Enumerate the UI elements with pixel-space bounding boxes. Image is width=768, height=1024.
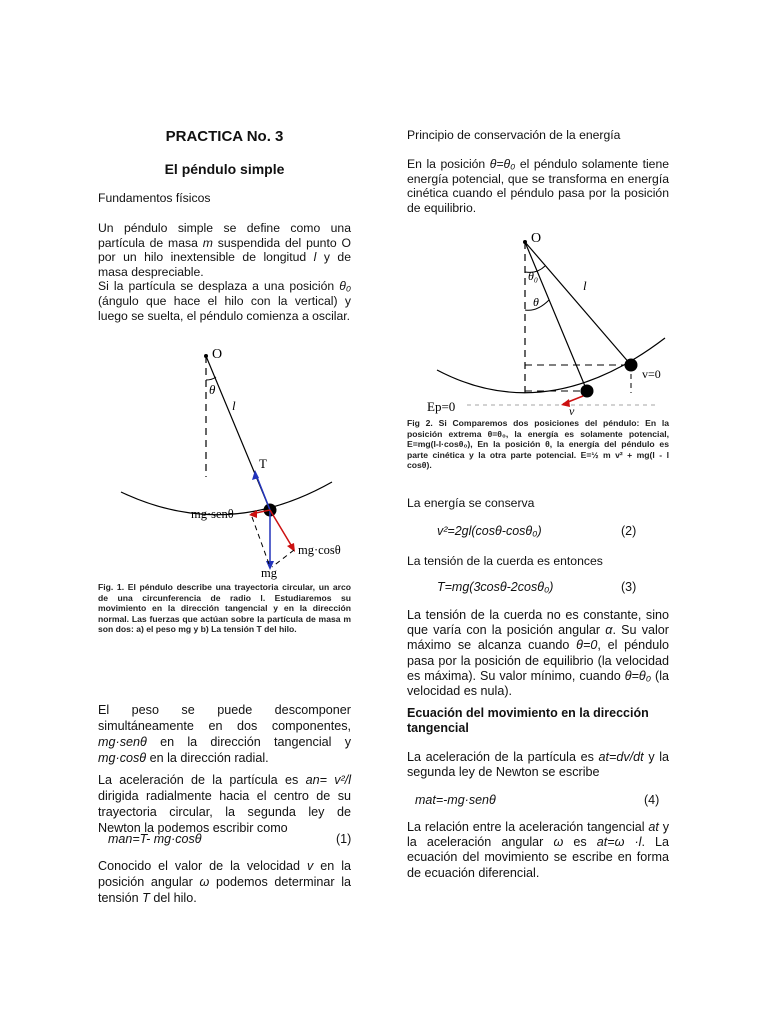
figure-2-energy-diagram (397, 228, 677, 418)
page-title: PRACTICA No. 3 (165, 128, 284, 145)
paragraph-tension-variation: La tensión de la cuerda no es constante, sino que varía con la posición angular α. Su valor máximo se alcanza cuando θ=0, el péndulo pasa por la posición de equilibrio (la velocidad es máxima). Su valor mínimo, cuando θ=θ₀ (la velocidad es nula). (407, 608, 670, 699)
paragraph-energy-conserved: La energía se conserva (407, 496, 535, 510)
paragraph-tension: Conocido el valor de la velocidad v en la posición angular ω podemos determinar la tensión T del hilo. (98, 859, 352, 905)
equation-1 (98, 832, 351, 848)
label-O: O (212, 347, 223, 362)
equation-2 (407, 524, 669, 540)
section-heading-fundamentos: Fundamentos físicos (98, 191, 211, 205)
section-heading-tangential: Ecuación del movimiento en la dirección tangencial (407, 706, 649, 735)
equation-2-text: v²=2gl(cosθ-cosθ₀) (437, 524, 542, 538)
label-O-2: O (531, 231, 542, 246)
page-subtitle: El péndulo simple (164, 161, 285, 177)
paragraph-definition: Un péndulo simple se define como una partícula de masa m suspendida del punto O por un hilo inextensible de longitud l y de masa despreciable. Si la partícula se desplaza a una posición θ₀ (ángulo que hace el hilo con la vertical) y luego se suelta, el péndulo comienza a oscilar. (98, 221, 351, 323)
paragraph-radial-acceleration: La aceleración de la partícula es an= v²/l dirigida radialmente hacia el centro de su trayectoria circular, la segunda ley de Newton la podemos escribir como (98, 773, 351, 835)
figure-2-caption: Fig 2. Si Comparemos dos posiciones del péndulo: En la posición extrema θ=θ₀, la energía es solamente potencial, E=mg(l-l·cosθ₀), En la posición θ, la energía del péndulo es parte cinética y la otra parte potencial. E=½ m v² + mg(l - l cosθ). (407, 418, 669, 471)
label-theta: θ (209, 382, 216, 397)
equation-3-text: T=mg(3cosθ-2cosθ₀) (437, 580, 554, 594)
label-mg: mg (261, 566, 277, 580)
label-v: v (569, 404, 575, 418)
label-theta-2: θ (533, 295, 539, 309)
label-mg-sen: mg·senθ (191, 507, 234, 521)
label-l-2: l (583, 278, 587, 293)
paragraph-angular-relation: La relación entre la aceleración tangencial at y la aceleración angular ω es at=ω ·l. La ecuación del movimiento se escribe en forma de ecuación diferencial. (407, 820, 670, 880)
string-extreme (525, 242, 631, 365)
page-title-block (98, 128, 351, 145)
paragraph-extreme-position: En la posición θ=θ₀ el péndulo solamente tiene energía potencial, que se transforma en energía cinética cuando el péndulo pasa por la posición de equilibrio. (407, 157, 670, 215)
equation-3 (407, 580, 669, 596)
angle-arc (206, 377, 216, 380)
equation-1-number: (1) (336, 832, 352, 846)
mass-extreme (625, 359, 638, 372)
label-v0: v=0 (642, 367, 661, 381)
label-mg-cos: mg·cosθ (298, 543, 341, 557)
section-heading-conservation: Principio de conservación de la energía (407, 128, 621, 142)
dashed-projection-1 (252, 517, 269, 564)
paragraph-tangential-acceleration: La aceleración de la partícula es at=dv/dt y la segunda ley de Newton se escribe (407, 750, 670, 780)
paragraph-weight-components: El peso se puede descomponer simultáneamente en dos componentes, mg·senθ en la dirección tangencial y mg·cosθ en la dirección radial. (98, 703, 351, 765)
label-T: T (259, 456, 267, 471)
paragraph-tension-intro: La tensión de la cuerda es entonces (407, 554, 603, 568)
label-theta0: θ₀ (528, 269, 539, 283)
equation-2-number: (2) (621, 524, 637, 538)
figure-1-caption: Fig. 1. El péndulo describe una trayectoria circular, un arco de una circunferencia de radio l. Estudiaremos su movimiento en la dirección tangencial y en la dirección normal. Las fuerzas que actúan sobre la partícula de masa m son dos: a) el peso mg y b) La tensión T del hilo. (98, 582, 351, 635)
equation-1-text: man=T- mg·cosθ (108, 832, 202, 846)
label-ep0: Ep=0 (427, 399, 456, 414)
label-l: l (232, 398, 236, 413)
dashed-projection-2 (272, 550, 294, 567)
normal-component-vector (270, 510, 294, 550)
equation-3-number: (3) (621, 580, 637, 594)
figure-1-pendulum-diagram (116, 342, 356, 582)
equation-4-number: (4) (644, 793, 660, 807)
equation-4-text: mat=-mg·senθ (415, 793, 496, 807)
equation-4 (407, 793, 669, 809)
string-intermediate (525, 242, 587, 391)
